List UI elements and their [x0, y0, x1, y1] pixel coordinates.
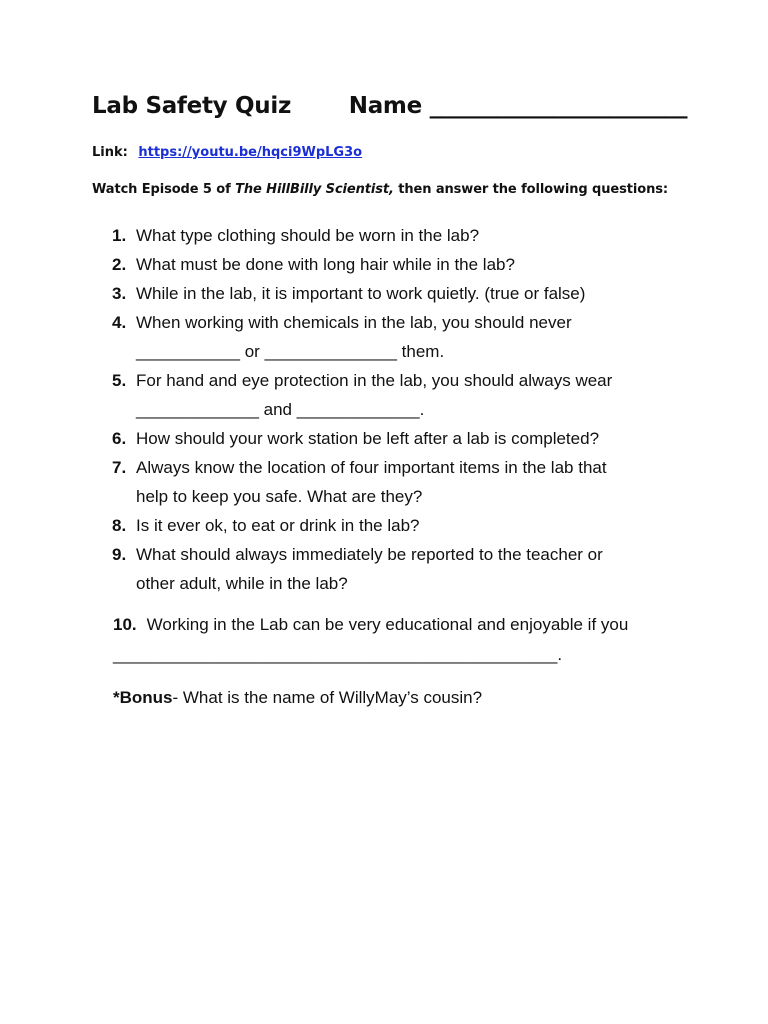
question-item	[92, 540, 732, 598]
question-number: 4.	[112, 313, 127, 332]
instructions-pre: Watch Episode 5 of	[92, 182, 236, 197]
question-text: While in the lab, it is important to work quietly. (true or false)	[136, 284, 586, 303]
question-text: What should always immediately be reported to the teacher or	[136, 545, 603, 564]
question-number: 2.	[112, 255, 127, 274]
title-row	[92, 93, 687, 119]
link-label: Link:	[92, 145, 128, 160]
question-number: 9.	[112, 545, 127, 564]
question-10	[113, 610, 628, 639]
question-item	[92, 453, 732, 511]
bonus-text: - What is the name of WillyMay’s cousin?	[172, 688, 483, 707]
show-title: The HillBilly Scientist,	[235, 182, 394, 197]
question-item	[92, 511, 732, 540]
question-text: What type clothing should be worn in the lab?	[136, 226, 480, 245]
name-blank: _______________________	[429, 93, 688, 119]
question-text: Always know the location of four important items in the lab that	[136, 458, 607, 477]
question-number: 10.	[113, 615, 137, 634]
question-text: What must be done with long hair while in the lab?	[136, 255, 515, 274]
question-number: 8.	[112, 516, 127, 535]
question-text-cont: other adult, while in the lab?	[136, 574, 348, 593]
question-item	[92, 221, 732, 250]
question-number: 3.	[112, 284, 127, 303]
question-item	[92, 308, 732, 366]
question-item	[92, 424, 732, 453]
question-number: 6.	[112, 429, 127, 448]
question-text-cont: help to keep you safe. What are they?	[136, 487, 423, 506]
name-label: Name	[348, 93, 422, 119]
question-number: 7.	[112, 458, 127, 477]
question-text: When working with chemicals in the lab, you should never	[136, 313, 572, 332]
video-link[interactable]: https://youtu.be/hqci9WpLG3o	[138, 145, 363, 160]
question-text-cont: ___________ or ______________ them.	[136, 342, 445, 361]
bonus-label: *Bonus	[113, 688, 173, 707]
question-text: How should your work station be left after a lab is completed?	[136, 429, 600, 448]
instructions-post: then answer the following questions:	[393, 182, 668, 197]
page-title: Lab Safety Quiz	[92, 93, 292, 119]
question-text: Working in the Lab can be very educational and enjoyable if you	[146, 615, 629, 634]
question-text: Is it ever ok, to eat or drink in the lab?	[136, 516, 420, 535]
question-item	[92, 366, 732, 424]
question-10-blank: _______________________________________________.	[113, 645, 563, 664]
question-text-cont: _____________ and _____________.	[136, 400, 425, 419]
question-number: 5.	[112, 371, 127, 390]
question-list	[92, 221, 732, 598]
question-number: 1.	[112, 226, 127, 245]
instructions	[92, 182, 668, 197]
question-item	[92, 279, 732, 308]
bonus-question	[113, 683, 482, 712]
link-row	[92, 145, 362, 160]
question-item	[92, 250, 732, 279]
question-text: For hand and eye protection in the lab, you should always wear	[136, 371, 613, 390]
